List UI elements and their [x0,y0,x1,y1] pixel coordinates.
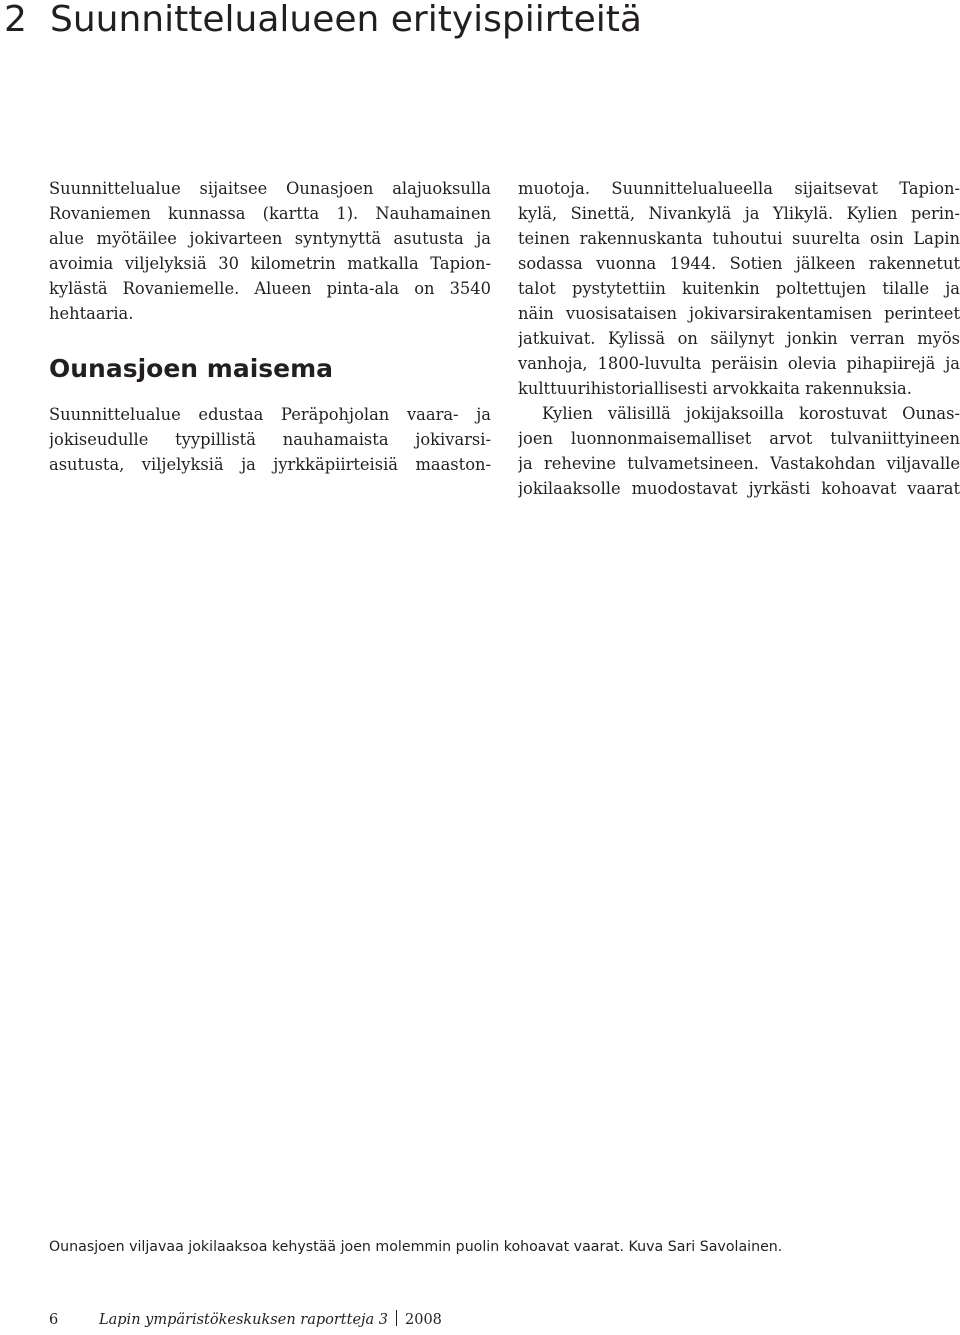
text-line: kylä, Sinettä, Nivankylä ja Ylikylä. Kylien perin- [518,204,960,223]
section-heading: Ounasjoen maisema [49,354,334,383]
text-line: kulttuurihistoriallisesti arvokkaita rakennuksia. [518,379,912,398]
text-line: jokilaaksolle muodostavat jyrkästi kohoavat vaarat [518,479,960,498]
text-line: Suunnittelualue edustaa Peräpohjolan vaara- ja [49,405,491,424]
page-footer [49,1310,442,1330]
text-line: jokiseudulle tyypillistä nauhamaista jokivarsi- [49,430,491,449]
left-column [49,176,491,477]
text-line: asutusta, viljelyksiä ja jyrkkäpiirteisiä maaston- [49,455,491,474]
text-line: avoimia viljelyksiä 30 kilometrin matkalla Tapion- [49,254,491,273]
report-series: Lapin ympäristökeskuksen raportteja 3 [99,1312,388,1328]
river-paragraph [518,401,960,501]
report-year: 2008 [405,1312,442,1328]
text-line: vanhoja, 1800-luvulta peräisin olevia pihapiirejä ja [518,354,960,373]
intro-paragraph [49,176,491,326]
page-number: 6 [49,1312,59,1328]
text-line: alue myötäilee jokivarteen syntynyttä asutusta ja [49,229,491,248]
text-line: muotoja. Suunnittelualueella sijaitsevat Tapion- [518,179,960,198]
text-line: Rovaniemen kunnassa (kartta 1). Nauhamainen [49,204,491,223]
text-line: Kylien välisillä jokijaksoilla korostuvat Ounas- [542,404,960,423]
right-column [518,176,960,501]
chapter-title: Suunnittelualueen erityispiirteitä [50,0,642,40]
landscape-paragraph [49,402,491,477]
text-line: hehtaaria. [49,304,134,323]
text-line: teinen rakennuskanta tuhoutui suurelta osin Lapin [518,229,960,248]
image-caption: Ounasjoen viljavaa jokilaaksoa kehystää joen molemmin puolin kohoavat vaarat. Kuva Sari Savolainen. [49,1239,783,1255]
text-line: talot pystytettiin kuitenkin poltettujen tilalle ja [518,279,960,298]
text-line: sodassa vuonna 1944. Sotien jälkeen rakennetut [518,254,960,273]
villages-paragraph [518,176,960,401]
text-line: ja rehevine tulvametsineen. Vastakohdan viljavalle [518,454,960,473]
chapter-number: 2 [4,0,27,40]
chapter-heading [0,0,642,40]
text-line: kylästä Rovaniemelle. Alueen pinta-ala on 3540 [49,279,491,298]
text-line: jatkuivat. Kylissä on säilynyt jonkin verran myös [518,329,960,348]
footer-divider [396,1310,397,1326]
text-line: näin vuosisataisen jokivarsirakentamisen perinteet [518,304,960,323]
text-line: Suunnittelualue sijaitsee Ounasjoen alajuoksulla [49,179,491,198]
text-line: joen luonnonmaisemalliset arvot tulvaniittyineen [518,429,960,448]
